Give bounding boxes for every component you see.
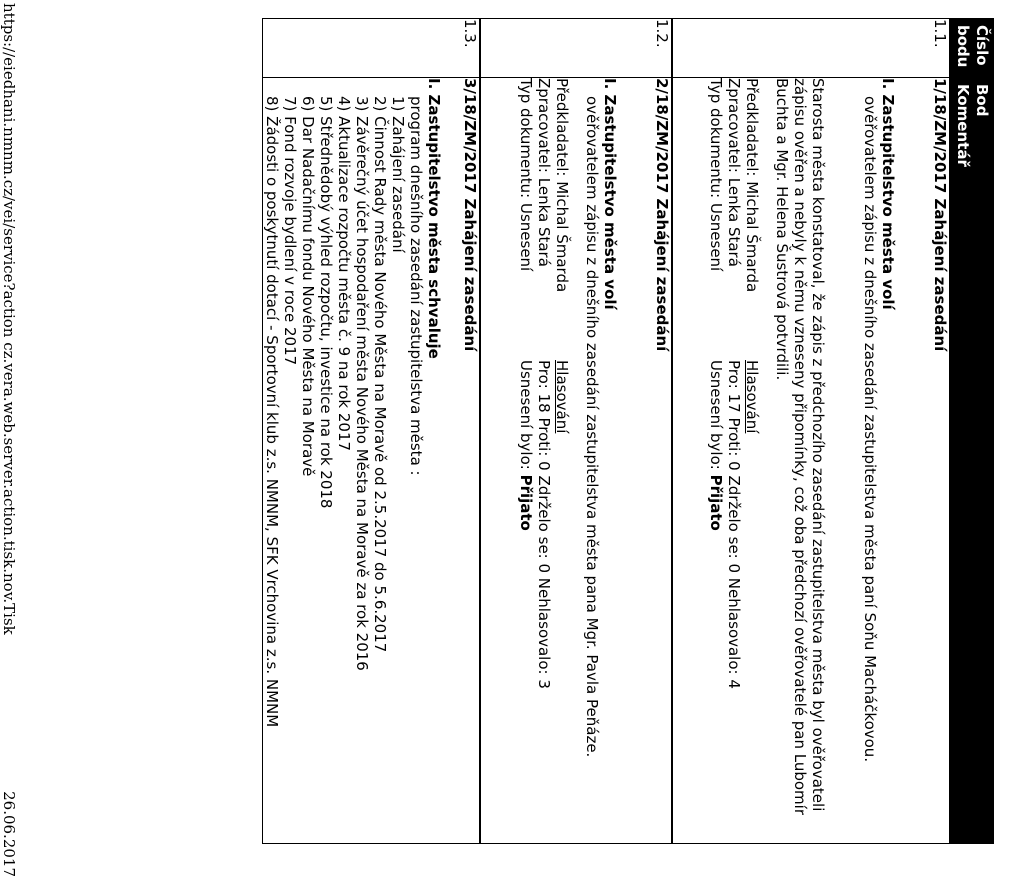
table-header: [949, 19, 994, 844]
item-predkladatel: Předkladatel: Michal Šmarda: [743, 78, 761, 293]
item-number: 1.2.: [480, 19, 672, 78]
program-item: 7) Fond rozvoje bydlení v roce 2017: [281, 96, 299, 366]
resolutions-table: [262, 18, 994, 844]
item-title: 1/18/ZM/2017 Zahájení zasedání: [931, 78, 949, 352]
item-number: 1.3.: [263, 19, 481, 78]
table-row: [263, 19, 481, 844]
voting-link[interactable]: Hlasování: [743, 360, 761, 434]
result-value: Přijato: [707, 474, 725, 531]
program-item: 5) Střednědobý výhled rozpočtu, investice na rok 2018: [317, 96, 335, 509]
header-number-line2: bodu: [954, 25, 972, 68]
program-item: 6) Dar Nadačnímu fondu Nového Města na Moravě: [299, 96, 317, 477]
item-section: I. Zastupitelstvo města schvaluje: [425, 78, 443, 359]
result-label: Usnesení bylo:: [517, 360, 535, 475]
footer-url[interactable]: https://eiedhani.nmnm.cz/vei/service?action cz.vera.web.server.action.tisk.nov.Tisk: [0, 3, 18, 635]
result-value: Přijato: [517, 474, 535, 531]
item-number: 1.1.: [672, 19, 949, 78]
item-typ: Typ dokumentu: Usnesení: [517, 78, 535, 272]
item-comment: Starosta města konstatoval, že zápis z předchozího zasedání zastupitelstva města byl ověřovateli zápisu ověřen a nebyly k němu vzneseny připomínky, což oba předchozí ověřovatelé pan Lubomír Buchta a Mgr. Helena Šustrová potvrdili.: [773, 78, 827, 815]
item-resolution: ověřovatelem zápisu z dnešního zasedání zastupitelstva města pana Mgr. Pavla Peňáze.: [583, 96, 601, 758]
item-result-line: [517, 360, 535, 689]
program-item: 2) Činnost Rady města Nového Města na Moravě od 2.5.2017 do 5.6.2017: [371, 96, 389, 653]
item-body: [672, 78, 949, 844]
item-predkladatel: Předkladatel: Michal Šmarda: [553, 78, 571, 293]
item-meta: [517, 78, 571, 843]
item-meta: [707, 78, 761, 843]
item-votes: Pro: 18 Proti: 0 Zdrželo se: 0 Nehlasovalo: 3: [535, 360, 553, 689]
item-body: [480, 78, 672, 844]
program-item: 4) Aktualizace rozpočtu města č. 9 na rok 2017: [335, 96, 353, 452]
item-resolution: program dnešního zasedání zastupitelstva města :: [407, 96, 425, 476]
footer-date: 26.06.2017: [0, 791, 18, 877]
item-votes: Pro: 17 Proti: 0 Zdrželo se: 0 Nehlasovalo: 4: [725, 360, 743, 689]
header-item: [949, 78, 994, 844]
table-row: [672, 19, 949, 844]
item-resolution: ověřovatelem zápisu z dnešního zasedání zastupitelstva města paní Soňu Macháčkovou.: [861, 96, 879, 763]
program-item: 8) Žádosti o poskytnutí dotací - Sportovní klub z.s. NMNM, SFK Vrchovina z.s. NMNM: [263, 96, 281, 728]
header-item-line1: Bod: [973, 84, 991, 117]
item-zpracovatel: Zpracovatel: Lenka Stará: [535, 78, 553, 267]
result-label: Usnesení bylo:: [707, 360, 725, 475]
item-zpracovatel: Zpracovatel: Lenka Stará: [725, 78, 743, 267]
item-body: [263, 78, 481, 844]
item-title: 2/18/ZM/2017 Zahájení zasedání: [653, 78, 671, 352]
voting-link[interactable]: Hlasování: [553, 360, 571, 434]
header-number-line1: Číslo: [973, 25, 991, 66]
program-item: 3) Závěrečný účet hospodaření města Nového Města na Moravě za rok 2016: [353, 96, 371, 671]
header-number: [949, 19, 994, 78]
item-section: I. Zastupitelstvo města volí: [879, 78, 897, 310]
header-item-line2: Komentář: [954, 84, 972, 167]
program-item: 1) Zahájení zasedání: [389, 96, 407, 253]
item-section: I. Zastupitelstvo města volí: [601, 78, 619, 310]
item-result-line: [707, 360, 725, 689]
item-typ: Typ dokumentu: Usnesení: [707, 78, 725, 272]
table-row: [480, 19, 672, 844]
item-title: 3/18/ZM/2017 Zahájení zasedání: [461, 78, 479, 352]
